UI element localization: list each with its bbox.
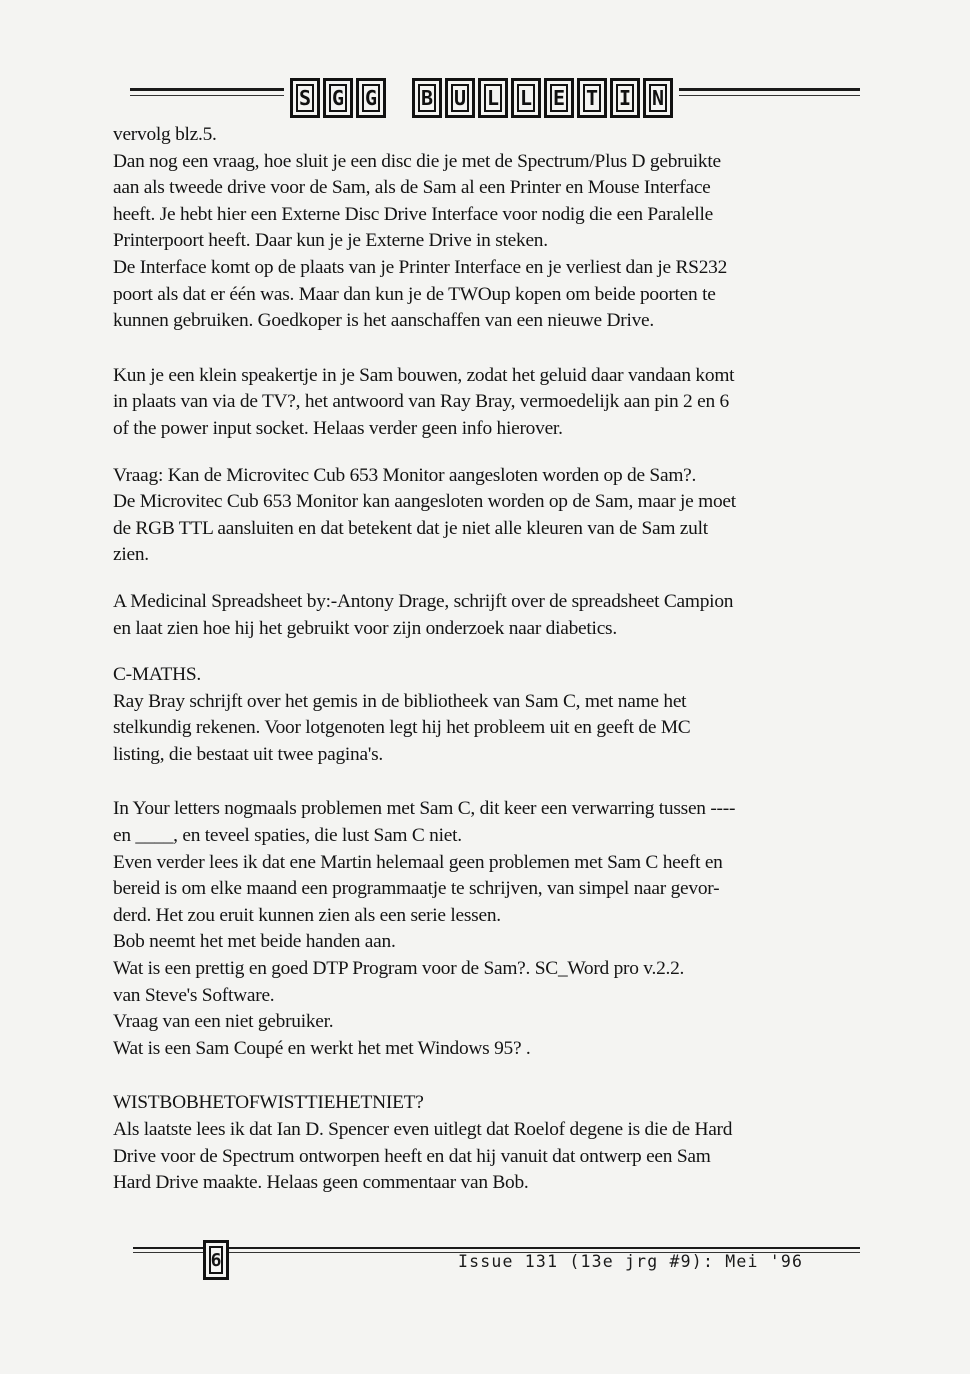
text-line: De Microvitec Cub 653 Monitor kan aangesloten worden op de Sam, maar je moet: [113, 491, 736, 513]
text-line: De Interface komt op de plaats van je Printer Interface en je verliest dan je RS232: [113, 256, 728, 278]
title-letter: B: [412, 78, 442, 118]
title-letter: E: [544, 78, 574, 118]
text-line: in plaats van via de TV?, het antwoord van Ray Bray, vermoedelijk aan pin 2 en 6: [113, 391, 729, 413]
title-letter: U: [445, 78, 475, 118]
title-letter: T: [577, 78, 607, 118]
bulletin-title: [284, 78, 679, 118]
section-heading: WISTBOBHETOFWISTTIEHETNIET?: [113, 1092, 424, 1114]
title-letter: L: [511, 78, 541, 118]
text-line: Drive voor de Spectrum ontworpen heeft en dat hij vanuit dat ontwerp een Sam: [113, 1145, 711, 1167]
text-line: poort als dat er één was. Maar dan kun je de TWOup kopen om beide poorten te: [113, 283, 716, 305]
text-line: Vraag: Kan de Microvitec Cub 653 Monitor aangesloten worden op de Sam?.: [113, 464, 697, 486]
text-line: en laat zien hoe hij het gebruikt voor zijn onderzoek naar diabetics.: [113, 617, 617, 639]
title-letter: N: [643, 78, 673, 118]
title-letter: S: [290, 78, 320, 118]
text-line: Wat is een Sam Coupé en werkt het met Windows 95? .: [113, 1037, 531, 1059]
text-line: Hard Drive maakte. Helaas geen commentaar van Bob.: [113, 1172, 529, 1194]
text-line: In Your letters nogmaals problemen met Sam C, dit keer een verwarring tussen ----: [113, 798, 736, 820]
issue-label: Issue 131 (13e jrg #9): Mei '96: [458, 1252, 804, 1271]
title-gap: [389, 78, 409, 118]
footer-rule: [133, 1247, 860, 1249]
text-line: en ____, en teveel spaties, die lust Sam C niet.: [113, 825, 462, 847]
text-line: stelkundig rekenen. Voor lotgenoten legt hij het probleem uit en geeft de MC: [113, 717, 691, 739]
text-line: Dan nog een vraag, hoe sluit je een disc die je met de Spectrum/Plus D gebruikte: [113, 150, 721, 172]
title-letter: G: [323, 78, 353, 118]
text-line: A Medicinal Spreadsheet by:-Antony Drage, schrijft over de spreadsheet Campion: [113, 590, 734, 612]
text-line: Ray Bray schrijft over het gemis in de bibliotheek van Sam C, met name het: [113, 690, 687, 712]
page-number: 6: [203, 1240, 229, 1280]
text-line: Wat is een prettig en goed DTP Program voor de Sam?. SC_Word pro v.2.2.: [113, 958, 685, 980]
text-line: derd. Het zou eruit kunnen zien als een serie lessen.: [113, 904, 501, 926]
text-line: Printerpoort heeft. Daar kun je je Externe Drive in steken.: [113, 230, 548, 252]
title-letter: L: [478, 78, 508, 118]
text-line: Als laatste lees ik dat Ian D. Spencer even uitlegt dat Roelof degene is die de Hard: [113, 1119, 733, 1140]
text-line: bereid is om elke maand een programmaatje te schrijven, van simpel naar gevor-: [113, 878, 720, 900]
text-line: Bob neemt het met beide handen aan.: [113, 931, 396, 953]
text-line: vervolg blz.5.: [113, 124, 217, 145]
text-line: aan als tweede drive voor de Sam, als de Sam al een Printer en Mouse Interface: [113, 177, 711, 199]
text-line: zien.: [113, 544, 149, 566]
section-heading: C-MATHS.: [113, 664, 201, 686]
article-body: [113, 122, 873, 1197]
text-line: of the power input socket. Helaas verder geen info hierover.: [113, 417, 563, 439]
text-line: listing, die bestaat uit twee pagina's.: [113, 743, 383, 765]
text-line: de RGB TTL aansluiten en dat betekent dat je niet alle kleuren van de Sam zult: [113, 517, 708, 539]
text-line: kunnen gebruiken. Goedkoper is het aanschaffen van een nieuwe Drive.: [113, 310, 654, 332]
title-letter: I: [610, 78, 640, 118]
text-line: van Steve's Software.: [113, 984, 275, 1006]
text-line: Kun je een klein speakertje in je Sam bouwen, zodat het geluid daar vandaan komt: [113, 364, 735, 386]
title-letter: G: [356, 78, 386, 118]
text-line: heeft. Je hebt hier een Externe Disc Drive Interface voor nodig die een Paralelle: [113, 203, 713, 225]
text-line: Even verder lees ik dat ene Martin helemaal geen problemen met Sam C heeft en: [113, 851, 723, 873]
text-line: Vraag van een niet gebruiker.: [113, 1011, 334, 1033]
